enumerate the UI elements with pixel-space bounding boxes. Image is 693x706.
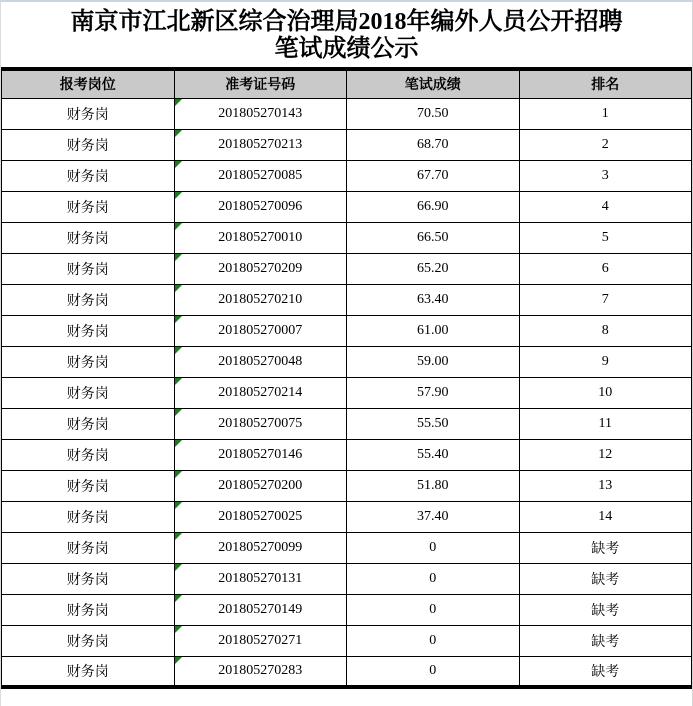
ticket-number: 201805270210	[218, 291, 303, 307]
number-as-text-flag-icon	[175, 657, 182, 664]
table-row	[2, 253, 692, 284]
number-as-text-flag-icon	[175, 192, 182, 199]
score-cell: 51.80	[347, 470, 520, 501]
rank-cell: 缺考	[519, 563, 692, 594]
ticket-cell	[174, 315, 347, 346]
score-cell: 57.90	[347, 377, 520, 408]
score-cell: 68.70	[347, 129, 520, 160]
table-row	[2, 470, 692, 501]
table-row	[2, 160, 692, 191]
ticket-number: 201805270146	[218, 446, 303, 462]
table-header	[2, 69, 692, 98]
position-cell: 财务岗	[2, 563, 175, 594]
position-cell: 财务岗	[2, 346, 175, 377]
ticket-number: 201805270209	[218, 260, 303, 276]
table-row	[2, 284, 692, 315]
ticket-cell	[174, 470, 347, 501]
number-as-text-flag-icon	[175, 626, 182, 633]
ticket-number: 201805270096	[218, 198, 303, 214]
rank-cell: 2	[519, 129, 692, 160]
rank-cell: 9	[519, 346, 692, 377]
ticket-cell	[174, 253, 347, 284]
position-cell: 财务岗	[2, 284, 175, 315]
header-cell-position: 报考岗位	[2, 69, 175, 98]
ticket-cell	[174, 656, 347, 687]
rank-cell: 缺考	[519, 625, 692, 656]
score-cell: 0	[347, 563, 520, 594]
rank-cell: 14	[519, 501, 692, 532]
number-as-text-flag-icon	[175, 161, 182, 168]
number-as-text-flag-icon	[175, 533, 182, 540]
rank-cell: 缺考	[519, 594, 692, 625]
ticket-cell	[174, 594, 347, 625]
ticket-number: 201805270025	[218, 508, 303, 524]
score-cell: 37.40	[347, 501, 520, 532]
page-title-line-1: 南京市江北新区综合治理局2018年编外人员公开招聘	[70, 9, 623, 35]
ticket-number: 201805270075	[218, 415, 303, 431]
ticket-number: 201805270085	[218, 167, 303, 183]
score-cell: 61.00	[347, 315, 520, 346]
header-cell-ticket: 准考证号码	[174, 69, 347, 98]
number-as-text-flag-icon	[175, 440, 182, 447]
number-as-text-flag-icon	[175, 471, 182, 478]
page-title-line-2: 笔试成绩公示	[274, 36, 419, 62]
number-as-text-flag-icon	[175, 409, 182, 416]
ticket-cell	[174, 532, 347, 563]
rank-cell: 3	[519, 160, 692, 191]
position-cell: 财务岗	[2, 315, 175, 346]
rank-cell: 11	[519, 408, 692, 439]
score-cell: 59.00	[347, 346, 520, 377]
header-row	[2, 69, 692, 98]
table-row	[2, 129, 692, 160]
position-cell: 财务岗	[2, 98, 175, 129]
score-cell: 55.50	[347, 408, 520, 439]
position-cell: 财务岗	[2, 532, 175, 563]
ticket-number: 201805270214	[218, 384, 303, 400]
ticket-cell	[174, 222, 347, 253]
ticket-cell	[174, 160, 347, 191]
score-cell: 67.70	[347, 160, 520, 191]
position-cell: 财务岗	[2, 439, 175, 470]
ticket-cell	[174, 501, 347, 532]
position-cell: 财务岗	[2, 656, 175, 687]
table-row	[2, 315, 692, 346]
table-row	[2, 377, 692, 408]
number-as-text-flag-icon	[175, 564, 182, 571]
table-row	[2, 532, 692, 563]
score-cell: 66.50	[347, 222, 520, 253]
ticket-cell	[174, 129, 347, 160]
rank-cell: 缺考	[519, 656, 692, 687]
table-row	[2, 594, 692, 625]
number-as-text-flag-icon	[175, 502, 182, 509]
table-row	[2, 346, 692, 377]
ticket-cell	[174, 284, 347, 315]
ticket-cell	[174, 98, 347, 129]
score-table	[1, 67, 692, 689]
ticket-number: 201805270131	[218, 570, 303, 586]
table-row	[2, 191, 692, 222]
rank-cell: 5	[519, 222, 692, 253]
ticket-cell	[174, 408, 347, 439]
number-as-text-flag-icon	[175, 378, 182, 385]
ticket-number: 201805270099	[218, 539, 303, 555]
number-as-text-flag-icon	[175, 316, 182, 323]
position-cell: 财务岗	[2, 377, 175, 408]
page-title	[1, 2, 692, 67]
ticket-number: 201805270271	[218, 632, 303, 648]
rank-cell: 缺考	[519, 532, 692, 563]
position-cell: 财务岗	[2, 129, 175, 160]
rank-cell: 1	[519, 98, 692, 129]
number-as-text-flag-icon	[175, 99, 182, 106]
ticket-cell	[174, 439, 347, 470]
table-row	[2, 625, 692, 656]
rank-cell: 8	[519, 315, 692, 346]
ticket-number: 201805270143	[218, 105, 303, 121]
ticket-number: 201805270007	[218, 322, 303, 338]
table-row	[2, 656, 692, 687]
score-cell: 65.20	[347, 253, 520, 284]
number-as-text-flag-icon	[175, 223, 182, 230]
table-row	[2, 222, 692, 253]
number-as-text-flag-icon	[175, 595, 182, 602]
rank-cell: 4	[519, 191, 692, 222]
ticket-cell	[174, 625, 347, 656]
score-cell: 55.40	[347, 439, 520, 470]
header-cell-score: 笔试成绩	[347, 69, 520, 98]
ticket-number: 201805270283	[218, 662, 303, 678]
position-cell: 财务岗	[2, 625, 175, 656]
table-row	[2, 98, 692, 129]
ticket-cell	[174, 191, 347, 222]
position-cell: 财务岗	[2, 594, 175, 625]
score-cell: 0	[347, 656, 520, 687]
rank-cell: 7	[519, 284, 692, 315]
position-cell: 财务岗	[2, 408, 175, 439]
table-body	[2, 98, 692, 687]
score-cell: 0	[347, 532, 520, 563]
score-cell: 70.50	[347, 98, 520, 129]
ticket-cell	[174, 563, 347, 594]
table-row	[2, 501, 692, 532]
ticket-number: 201805270200	[218, 477, 303, 493]
number-as-text-flag-icon	[175, 130, 182, 137]
ticket-cell	[174, 346, 347, 377]
rank-cell: 13	[519, 470, 692, 501]
position-cell: 财务岗	[2, 160, 175, 191]
rank-cell: 6	[519, 253, 692, 284]
position-cell: 财务岗	[2, 501, 175, 532]
ticket-number: 201805270010	[218, 229, 303, 245]
rank-cell: 12	[519, 439, 692, 470]
number-as-text-flag-icon	[175, 254, 182, 261]
position-cell: 财务岗	[2, 222, 175, 253]
score-cell: 0	[347, 625, 520, 656]
position-cell: 财务岗	[2, 470, 175, 501]
header-cell-rank: 排名	[519, 69, 692, 98]
number-as-text-flag-icon	[175, 285, 182, 292]
ticket-cell	[174, 377, 347, 408]
rank-cell: 10	[519, 377, 692, 408]
score-cell: 66.90	[347, 191, 520, 222]
table-row	[2, 439, 692, 470]
ticket-number: 201805270213	[218, 136, 303, 152]
position-cell: 财务岗	[2, 253, 175, 284]
table-row	[2, 408, 692, 439]
score-cell: 0	[347, 594, 520, 625]
number-as-text-flag-icon	[175, 347, 182, 354]
table-row	[2, 563, 692, 594]
position-cell: 财务岗	[2, 191, 175, 222]
ticket-number: 201805270048	[218, 353, 303, 369]
ticket-number: 201805270149	[218, 601, 303, 617]
score-cell: 63.40	[347, 284, 520, 315]
